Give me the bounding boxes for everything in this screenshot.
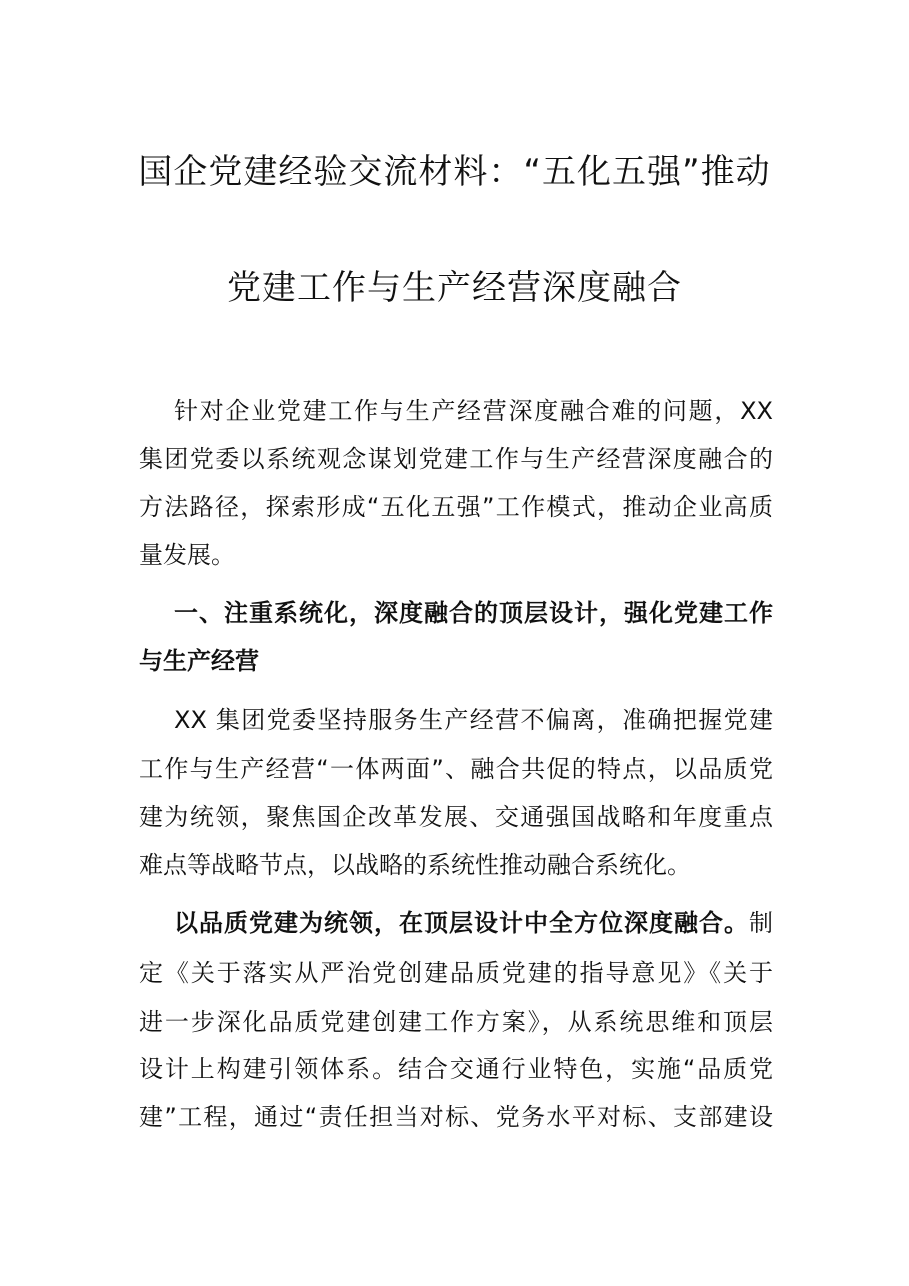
- para2-line-1-rest: 制: [749, 909, 773, 937]
- intro-line-1: 针对企业党建工作与生产经营深度融合难的问题，XX: [174, 397, 773, 425]
- intro-line-3: 方法路径，探索形成“五化五强”工作模式，推动企业高质: [139, 493, 773, 521]
- para1-line-1: XX 集团党委坚持服务生产经营不偏离，准确把握党建: [174, 706, 773, 734]
- para2-line-5: 建”工程，通过“责任担当对标、党务水平对标、支部建设: [139, 1103, 773, 1131]
- para2-line-2: 定《关于落实从严治党创建品质党建的指导意见》《关于: [139, 959, 773, 987]
- para2-line-4: 设计上构建引领体系。结合交通行业特色，实施“品质党: [139, 1055, 773, 1083]
- document-title-line-1: 国企党建经验交流材料：“五化五强”推动: [138, 152, 771, 192]
- para1-line-3: 建为统领，聚焦国企改革发展、交通强国战略和年度重点: [139, 803, 773, 831]
- para2-line-3: 进一步深化品质党建创建工作方案》，从系统思维和顶层: [139, 1008, 773, 1036]
- intro-line-4: 量发展。: [139, 541, 235, 569]
- section-heading-line-2: 与生产经营: [139, 647, 259, 675]
- para2-lead-sentence: 以品质党建为统领，在顶层设计中全方位深度融合。: [174, 909, 749, 937]
- intro-line-2: 集团党委以系统观念谋划党建工作与生产经营深度融合的: [139, 445, 773, 473]
- document-title-line-2: 党建工作与生产经营深度融合: [227, 268, 682, 308]
- para1-line-2: 工作与生产经营“一体两面”、融合共促的特点，以品质党: [139, 755, 773, 783]
- para2-line-1: [174, 908, 773, 938]
- para1-line-4: 难点等战略节点，以战略的系统性推动融合系统化。: [139, 851, 691, 879]
- section-heading-line-1: 一、注重系统化，深度融合的顶层设计，强化党建工作: [174, 599, 773, 627]
